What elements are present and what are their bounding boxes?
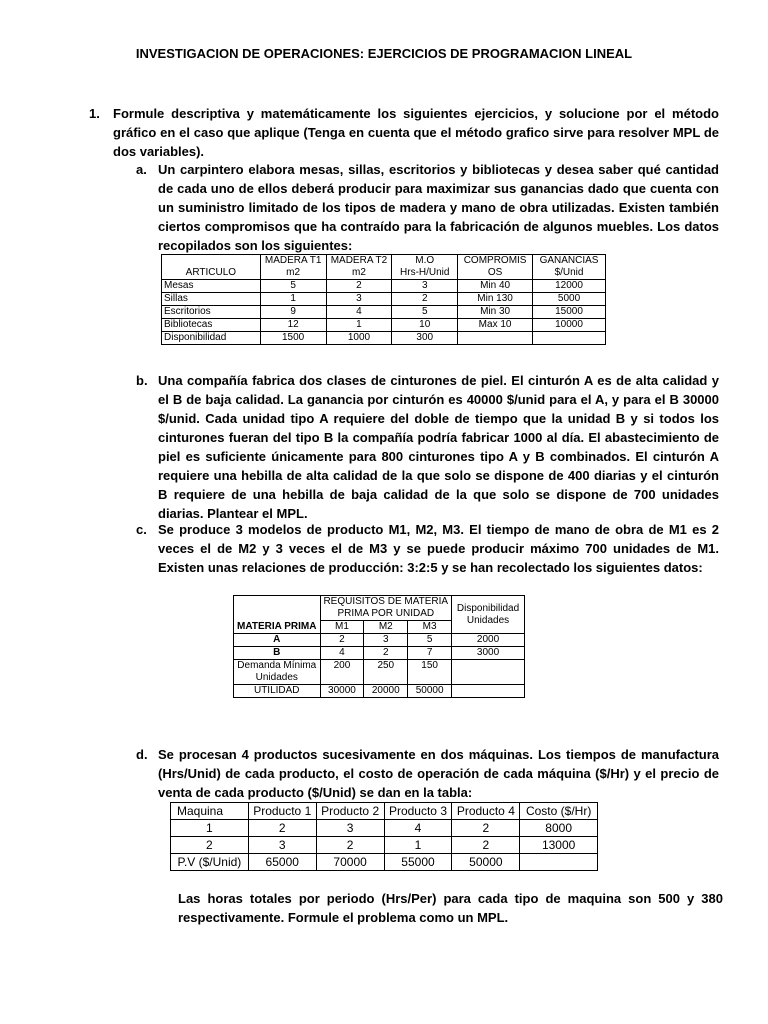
- table-cell: 7: [408, 647, 452, 660]
- exercise-c-text: Se produce 3 modelos de producto M1, M2, M3. El tiempo de mano de obra de M1 es 2 veces el de M2 y 3 veces el de M3 y se puede producir máximo 700 unidades de M1. Existen unas relaciones de producción: 3:2:5 y se han recolectado los siguientes datos:: [158, 522, 719, 575]
- table-row: [234, 685, 525, 698]
- table-cell: Demanda Mínima Unidades: [234, 660, 321, 685]
- table-row: [171, 854, 598, 871]
- table-cell: 2: [316, 837, 384, 854]
- table-cell: Sillas: [162, 293, 261, 306]
- header-disponibilidad: Disponibilidad Unidades: [452, 596, 525, 634]
- table-header-row: [234, 596, 525, 621]
- table-cell: 3: [326, 293, 392, 306]
- table-cell: 1: [384, 837, 452, 854]
- table-cell: 1: [326, 319, 392, 332]
- table-cell: Mesas: [162, 280, 261, 293]
- question-1-text: Formule descriptiva y matemáticamente los siguientes ejercicios, y solucione por el método gráfico en el caso que aplique (Tenga en cuenta que el método grafico sirve para resolver MPL de dos variables).: [113, 106, 719, 159]
- table-cell: 4: [326, 306, 392, 319]
- table-cell: 200: [320, 660, 364, 685]
- table-row: [171, 837, 598, 854]
- exercise-c-label: c.: [136, 522, 147, 537]
- table-cell: 10000: [533, 319, 606, 332]
- table-cell: 55000: [384, 854, 452, 871]
- table-cell: 5: [392, 306, 458, 319]
- table-header-row: [162, 255, 606, 280]
- table-cell: [452, 660, 525, 685]
- table-cell: 1: [171, 820, 249, 837]
- table-cell: 12000: [533, 280, 606, 293]
- header-m1: M1: [320, 621, 364, 634]
- table-row: [171, 820, 598, 837]
- header-producto-1: Producto 1: [248, 803, 316, 820]
- table-cell: 150: [408, 660, 452, 685]
- header-producto-3: Producto 3: [384, 803, 452, 820]
- table-cell: 2000: [452, 634, 525, 647]
- header-madera-t2: MADERA T2 m2: [326, 255, 392, 280]
- header-producto-2: Producto 2: [316, 803, 384, 820]
- table-cell: [533, 332, 606, 345]
- exercise-d-note: Las horas totales por periodo (Hrs/Per) para cada tipo de maquina son 500 y 380 respectivamente. Formule el problema como un MPL.: [178, 891, 723, 925]
- table-cell: 3: [392, 280, 458, 293]
- table-cell: 3: [248, 837, 316, 854]
- table-cell: P.V ($/Unid): [171, 854, 249, 871]
- table-cell: 2: [452, 837, 520, 854]
- table-cell: 3: [316, 820, 384, 837]
- table-cell: 8000: [520, 820, 598, 837]
- table-cell: [458, 332, 533, 345]
- table-carpentry: [161, 254, 606, 345]
- header-producto-4: Producto 4: [452, 803, 520, 820]
- table-cell: 2: [171, 837, 249, 854]
- table-cell: 250: [364, 660, 408, 685]
- table-row: [234, 660, 525, 685]
- table-cell: 50000: [408, 685, 452, 698]
- exercise-d-text: Se procesan 4 productos sucesivamente en dos máquinas. Los tiempos de manufactura (Hrs/Unid) de cada producto, el costo de operación de cada máquina ($/Hr) y el precio de venta de cada producto ($/Unid) se dan en la tabla:: [158, 747, 719, 800]
- table-cell: B: [234, 647, 321, 660]
- table-cell: 3000: [452, 647, 525, 660]
- exercise-a: [136, 160, 719, 255]
- header-requisitos: REQUISITOS DE MATERIA PRIMA POR UNIDAD: [320, 596, 452, 621]
- table-raw-material: [233, 595, 525, 698]
- table-cell: 3: [364, 634, 408, 647]
- exercise-b-text: Una compañía fabrica dos clases de cinturones de piel. El cinturón A es de alta calidad y el B de baja calidad. La ganancia por cinturón es 40000 $/unid para el A, y para el B 30000 $/unid. Cada unidad tipo A requiere del doble de tiempo que la unidad B y si todos los cinturones fueran del tipo B la compañía podría fabricar 1000 al día. El abastecimiento de piel es suficiente únicamente para 800 cinturones tipo A y B combinados. El cinturón A requiere una hebilla de alta calidad de la que solo se dispone de 400 diarias y el cinturón B requiere de una hebilla de baja calidad de la que solo se dispone de 700 unidades diarias. Plantear el MPL.: [158, 373, 719, 521]
- table-row: [234, 634, 525, 647]
- table-cell: 30000: [320, 685, 364, 698]
- table-cell: 1500: [260, 332, 326, 345]
- header-ganancias: GANANCIAS $/Unid: [533, 255, 606, 280]
- exercise-a-text: Un carpintero elabora mesas, sillas, escritorios y bibliotecas y desea saber qué cantidad de cada uno de ellos deberá producir para maximizar sus ganancias dado que cuenta con un suministro limitado de los tipos de madera y mano de obra utilizadas. Existen también ciertos compromisos que ha contraído para la fabricación de algunos muebles. Los datos recopilados son los siguientes:: [158, 162, 719, 253]
- table-header-row: [171, 803, 598, 820]
- table-cell: Min 130: [458, 293, 533, 306]
- table-cell: 2: [326, 280, 392, 293]
- table-cell: 50000: [452, 854, 520, 871]
- table-row: [162, 280, 606, 293]
- table-cell: Min 30: [458, 306, 533, 319]
- exercise-b: [136, 371, 719, 523]
- table-cell: 2: [248, 820, 316, 837]
- table-cell: 12: [260, 319, 326, 332]
- table-cell: 4: [384, 820, 452, 837]
- exercise-b-label: b.: [136, 373, 148, 388]
- table-cell: 65000: [248, 854, 316, 871]
- table-row: [162, 319, 606, 332]
- header-costo: Costo ($/Hr): [520, 803, 598, 820]
- header-articulo: ARTICULO: [162, 255, 261, 280]
- table-cell: 1: [260, 293, 326, 306]
- table-cell: Disponibilidad: [162, 332, 261, 345]
- table-cell: Max 10: [458, 319, 533, 332]
- exercise-d: [136, 745, 719, 802]
- table-cell: 4: [320, 647, 364, 660]
- table-cell: 2: [452, 820, 520, 837]
- table-cell: 2: [392, 293, 458, 306]
- exercise-a-label: a.: [136, 162, 147, 177]
- table-cell: 2: [364, 647, 408, 660]
- table-cell: 5: [408, 634, 452, 647]
- table-row: [234, 647, 525, 660]
- table-cell: 9: [260, 306, 326, 319]
- question-1: [89, 104, 719, 161]
- header-compromisos: COMPROMIS OS: [458, 255, 533, 280]
- question-1-label: 1.: [89, 106, 100, 121]
- table-row: [162, 332, 606, 345]
- table-cell: Escritorios: [162, 306, 261, 319]
- header-m3: M3: [408, 621, 452, 634]
- table-cell: 300: [392, 332, 458, 345]
- table-cell: 20000: [364, 685, 408, 698]
- header-maquina: Maquina: [171, 803, 249, 820]
- exercise-d-label: d.: [136, 747, 148, 762]
- table-cell: UTILIDAD: [234, 685, 321, 698]
- table-cell: 70000: [316, 854, 384, 871]
- table-row: [162, 293, 606, 306]
- table-cell: A: [234, 634, 321, 647]
- table-cell: 5: [260, 280, 326, 293]
- header-m2: M2: [364, 621, 408, 634]
- table-cell: Bibliotecas: [162, 319, 261, 332]
- table-row: [162, 306, 606, 319]
- table-cell: 10: [392, 319, 458, 332]
- table-cell: 13000: [520, 837, 598, 854]
- table-cell: [520, 854, 598, 871]
- table-cell: 1000: [326, 332, 392, 345]
- document-title: INVESTIGACION DE OPERACIONES: EJERCICIOS DE PROGRAMACION LINEAL: [135, 46, 633, 61]
- table-cell: 15000: [533, 306, 606, 319]
- table-machines: [170, 802, 598, 871]
- exercise-c: [136, 520, 719, 577]
- table-cell: 2: [320, 634, 364, 647]
- table-cell: Min 40: [458, 280, 533, 293]
- header-mo: M.O Hrs-H/Unid: [392, 255, 458, 280]
- header-madera-t1: MADERA T1 m2: [260, 255, 326, 280]
- header-materia-prima: MATERIA PRIMA: [234, 596, 321, 634]
- table-cell: 5000: [533, 293, 606, 306]
- table-cell: [452, 685, 525, 698]
